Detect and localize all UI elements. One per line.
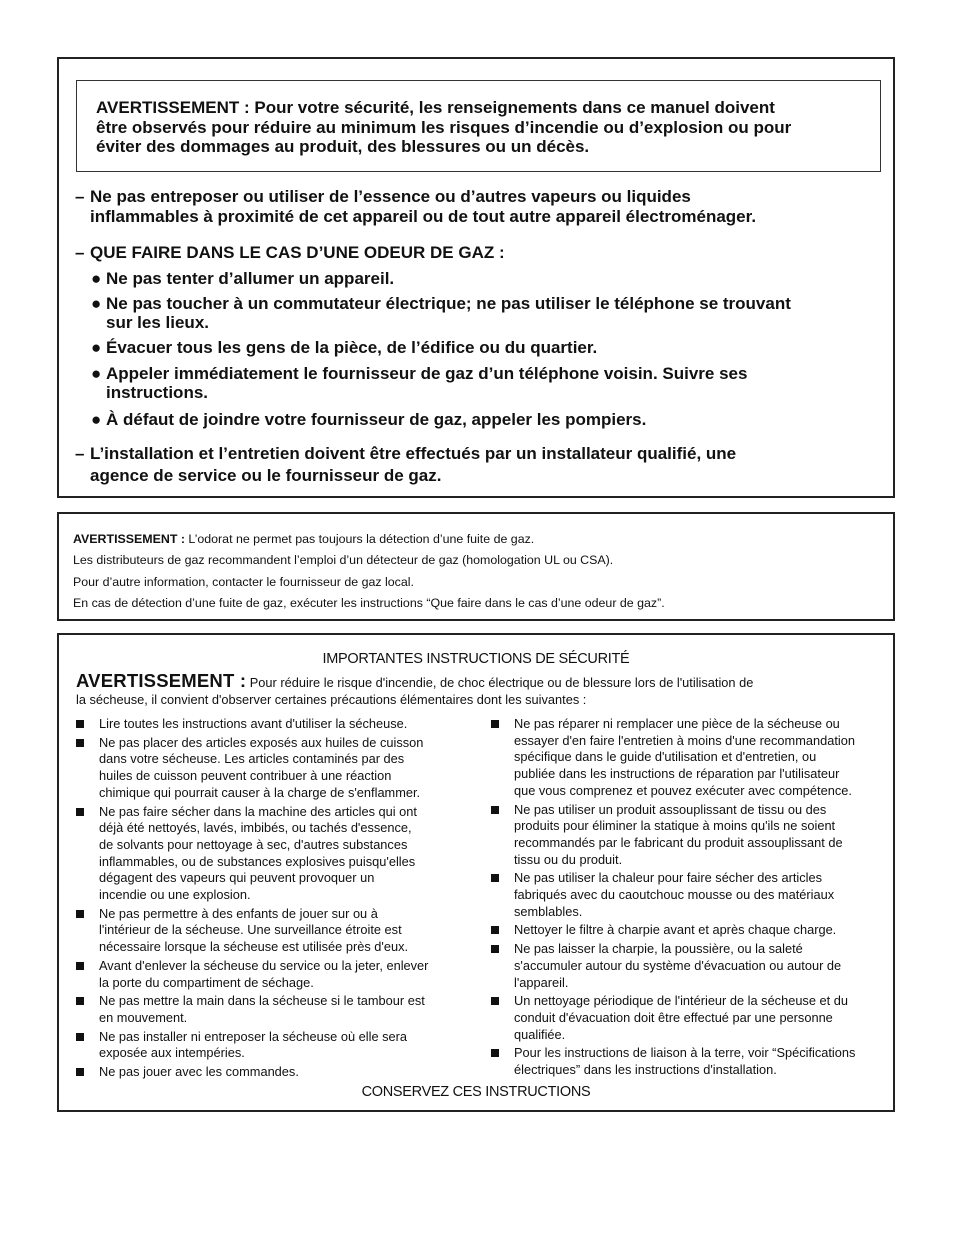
warning-line: éviter des dommages au produit, des blessures ou un décès.: [96, 137, 590, 156]
instruction-line: chimique qui pourrait causer à la charge de s'enflammer.: [99, 784, 421, 800]
instruction-line: spécifique dans le guide d'utilisation et d'entretien, ou: [514, 749, 817, 765]
instruction-line: semblables.: [514, 903, 583, 919]
instruction-line: s'accumuler autour du système d'évacuation ou autour de: [514, 957, 842, 973]
square-bullet-icon: [76, 1068, 84, 1076]
instruction-line: l'intérieur de la sécheuse. Une surveillance étroite est: [99, 922, 402, 938]
instruction-item: [76, 716, 476, 733]
instruction-line: Ne pas utiliser un produit assouplissant de tissu ou des: [514, 801, 827, 817]
gas-detector-warning-box: [57, 512, 895, 621]
gas-bullet: ● Appeler immédiatement le fournisseur de gaz d’un téléphone voisin. Suivre ses instructions.: [91, 364, 748, 402]
instruction-item: [76, 735, 476, 802]
instruction-line: recommandés par le fabricant du produit assouplissant de: [514, 834, 843, 850]
gas-bullet: ● Ne pas tenter d’allumer un appareil.: [91, 269, 395, 288]
instruction-line: exposée aux intempéries.: [99, 1045, 245, 1061]
instruction-item: [491, 870, 891, 920]
square-bullet-icon: [76, 910, 84, 918]
instruction-line: Ne pas jouer avec les commandes.: [99, 1064, 299, 1080]
safety-instructions-box: [57, 633, 895, 1112]
instruction-line: Nettoyer le filtre à charpie avant et après chaque charge.: [514, 922, 837, 938]
instruction-line: la porte du compartiment de séchage.: [99, 974, 314, 990]
instruction-line: nécessaire lorsque la sécheuse est utilisée près d'eux.: [99, 939, 409, 955]
safety-instructions-title: IMPORTANTES INSTRUCTIONS DE SÉCURITÉ: [322, 651, 630, 667]
instruction-line: huiles de cuisson peuvent contribuer à une réaction: [99, 768, 392, 784]
instruction-item: [491, 922, 891, 939]
gas-bullet: ● Évacuer tous les gens de la pièce, de l’édifice ou du quartier.: [91, 338, 598, 357]
instruction-line: produits pour éliminer la statique à moins qu'ils ne soient: [514, 818, 836, 834]
instruction-item: [76, 906, 476, 956]
instruction-line: publiée dans les instructions de réparation par l'utilisateur: [514, 766, 840, 782]
gas-odor-heading: – QUE FAIRE DANS LE CAS D’UNE ODEUR DE GAZ :: [75, 243, 505, 262]
square-bullet-icon: [76, 808, 84, 816]
instruction-line: Pour les instructions de liaison à la terre, voir “Spécifications: [514, 1045, 856, 1061]
instruction-line: Lire toutes les instructions avant d'utiliser la sécheuse.: [99, 716, 408, 731]
instruction-line: incendie ou une explosion.: [99, 887, 251, 903]
instruction-line: l'appareil.: [514, 974, 569, 990]
gas-warning-box: [57, 57, 895, 498]
warning-label: AVERTISSEMENT :: [76, 670, 247, 691]
gas-bullet: ● Ne pas toucher à un commutateur électrique; ne pas utiliser le téléphone se trouvant sur les lieux.: [91, 294, 791, 332]
warning-line: AVERTISSEMENT : Pour votre sécurité, les renseignements dans ce manuel doivent: [96, 98, 775, 117]
instruction-line: Un nettoyage périodique de l'intérieur de la sécheuse et du: [514, 993, 848, 1009]
installation-note: – L’installation et l’entretien doivent être effectués par un installateur qualifié, une agence de service ou le fournisseur de gaz.: [75, 444, 737, 485]
square-bullet-icon: [76, 997, 84, 1005]
instruction-line: électriques” dans les instructions d'installation.: [514, 1062, 777, 1078]
square-bullet-icon: [76, 720, 84, 728]
square-bullet-icon: [491, 1049, 499, 1057]
instructions-left-column: [76, 716, 476, 1083]
instruction-line: de solvants pour nettoyage à sec, d'autres substances: [99, 836, 408, 852]
square-bullet-icon: [491, 945, 499, 953]
detector-line: AVERTISSEMENT : L’odorat ne permet pas toujours la détection d’une fuite de gaz.: [73, 532, 535, 546]
square-bullet-icon: [76, 962, 84, 970]
instruction-item: [491, 716, 891, 800]
instruction-line: qualifiée.: [514, 1026, 566, 1042]
instruction-line: déjà été nettoyés, lavés, imbibés, ou tachés d'essence,: [99, 820, 412, 836]
instruction-item: [76, 993, 476, 1026]
instruction-line: inflammables, ou de substances explosives puisqu'elles: [99, 853, 416, 869]
instruction-item: [76, 958, 476, 991]
instruction-item: [491, 1045, 891, 1078]
instruction-line: Ne pas permettre à des enfants de jouer sur ou à: [99, 905, 378, 921]
instruction-line: Ne pas faire sécher dans la machine des articles qui ont: [99, 803, 417, 819]
square-bullet-icon: [491, 926, 499, 934]
detector-line: Les distributeurs de gaz recommandent l’emploi d’un détecteur de gaz (homologation UL ou CSA).: [73, 553, 614, 568]
instruction-item: [76, 804, 476, 904]
instruction-line: que vous comprenez et pouvez exécuter avec compétence.: [514, 782, 852, 798]
instruction-line: Ne pas installer ni entreposer la sécheuse où elle sera: [99, 1028, 408, 1044]
instructions-right-column: [491, 716, 891, 1081]
keep-instructions-footer: CONSERVEZ CES INSTRUCTIONS: [361, 1084, 591, 1100]
instruction-line: conduit d'évacuation doit être effectué par une personne: [514, 1009, 833, 1025]
instruction-line: en mouvement.: [99, 1009, 188, 1025]
square-bullet-icon: [491, 874, 499, 882]
warning-line: être observés pour réduire au minimum les risques d’incendie ou d’explosion ou pour: [96, 117, 792, 137]
instruction-line: Ne pas mettre la main dans la sécheuse si le tambour est: [99, 993, 425, 1009]
instruction-line: Ne pas utiliser la chaleur pour faire sécher des articles: [514, 870, 822, 886]
warning-label: AVERTISSEMENT :: [73, 532, 185, 546]
instruction-line: Avant d'enlever la sécheuse du service ou la jeter, enlever: [99, 957, 429, 973]
instruction-item: [76, 1064, 476, 1081]
instruction-item: [491, 941, 891, 991]
square-bullet-icon: [491, 997, 499, 1005]
instruction-item: [76, 1029, 476, 1062]
instruction-item: [491, 802, 891, 869]
instruction-line: dans votre sécheuse. Les articles contaminés par des: [99, 751, 405, 767]
instruction-line: Ne pas placer des articles exposés aux huiles de cuisson: [99, 734, 424, 750]
instruction-item: [491, 993, 891, 1043]
square-bullet-icon: [491, 720, 499, 728]
instruction-line: essayer d'en faire l'entretien à moins d'une recommandation: [514, 732, 855, 748]
instruction-line: dégagent des vapeurs qui peuvent provoquer un: [99, 870, 375, 886]
safety-warning-banner: [76, 80, 881, 172]
detector-line: En cas de détection d’une fuite de gaz, exécuter les instructions “Que faire dans le cas d’une odeur de gaz”.: [73, 595, 665, 610]
square-bullet-icon: [491, 806, 499, 814]
instruction-line: tissu ou du produit.: [514, 851, 623, 867]
gas-bullet: ● À défaut de joindre votre fournisseur de gaz, appeler les pompiers.: [91, 410, 647, 429]
instruction-line: fabriqués avec du caoutchouc mousse ou des matériaux: [514, 887, 835, 903]
no-storage-gasoline: – Ne pas entreposer ou utiliser de l’essence ou d’autres vapeurs ou liquides inflammables à proximité de cet appareil ou de tout autre appareil électroménager.: [75, 187, 757, 226]
square-bullet-icon: [76, 1033, 84, 1041]
instruction-line: Ne pas laisser la charpie, la poussière, ou la saleté: [514, 941, 803, 957]
square-bullet-icon: [76, 739, 84, 747]
instruction-line: Ne pas réparer ni remplacer une pièce de la sécheuse ou: [514, 716, 840, 731]
safety-intro: AVERTISSEMENT : Pour réduire le risque d'incendie, de choc électrique ou de blessure lors de l'utilisation de la sécheuse, il convient d'observer certaines précautions élémentaires dont les suivantes :: [76, 670, 754, 707]
detector-line: Pour d’autre information, contacter le fournisseur de gaz local.: [73, 574, 414, 589]
